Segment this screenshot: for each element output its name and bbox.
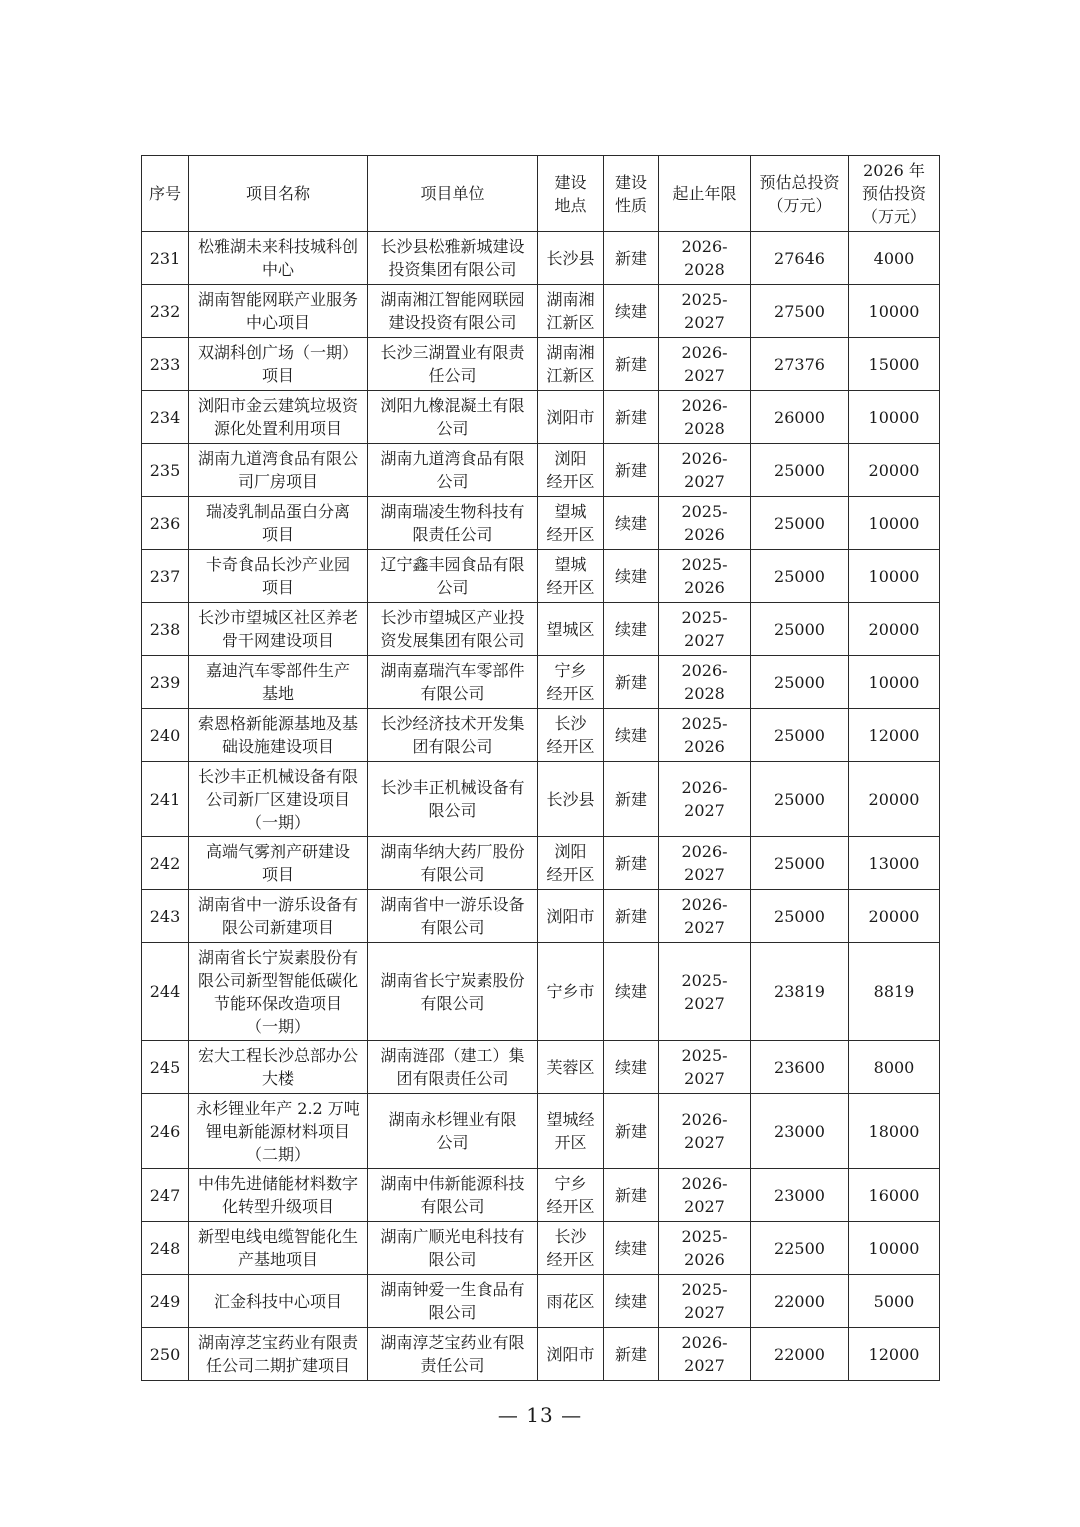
cell-project-name: 湖南淳芝宝药业有限责 任公司二期扩建项目 [189, 1328, 368, 1381]
cell-location: 浏阳 经开区 [538, 837, 604, 890]
cell-location: 宁乡市 [538, 943, 604, 1041]
cell-nature: 新建 [604, 762, 659, 837]
table-row [142, 603, 940, 656]
table-row [142, 709, 940, 762]
cell-project-name: 宏大工程长沙总部办公 大楼 [189, 1041, 368, 1094]
cell-period: 2026-2028 [659, 391, 751, 444]
cell-period: 2026-2027 [659, 1328, 751, 1381]
cell-total-investment: 25000 [751, 497, 849, 550]
cell-project-unit: 湖南湘江智能网联园 建设投资有限公司 [368, 285, 538, 338]
cell-location: 望城经 开区 [538, 1094, 604, 1169]
cell-project-unit: 长沙三湖置业有限责 任公司 [368, 338, 538, 391]
table-row [142, 444, 940, 497]
cell-period: 2025-2027 [659, 1275, 751, 1328]
cell-total-investment: 27500 [751, 285, 849, 338]
cell-project-name: 新型电线电缆智能化生 产基地项目 [189, 1222, 368, 1275]
cell-nature: 新建 [604, 232, 659, 285]
cell-nature: 新建 [604, 1328, 659, 1381]
table-row [142, 338, 940, 391]
cell-project-unit: 湖南瑞凌生物科技有 限责任公司 [368, 497, 538, 550]
cell-seq: 250 [142, 1328, 189, 1381]
cell-project-name: 长沙市望城区社区养老 骨干网建设项目 [189, 603, 368, 656]
cell-project-name: 永杉锂业年产 2.2 万吨 锂电新能源材料项目 （二期） [189, 1094, 368, 1169]
cell-project-name: 瑞凌乳制品蛋白分离 项目 [189, 497, 368, 550]
cell-total-investment: 25000 [751, 603, 849, 656]
cell-nature: 续建 [604, 285, 659, 338]
cell-project-unit: 长沙经济技术开发集 团有限公司 [368, 709, 538, 762]
cell-nature: 新建 [604, 890, 659, 943]
cell-2026-investment: 10000 [849, 497, 940, 550]
cell-2026-investment: 20000 [849, 890, 940, 943]
cell-nature: 新建 [604, 656, 659, 709]
cell-nature: 续建 [604, 603, 659, 656]
cell-location: 湖南湘 江新区 [538, 338, 604, 391]
header-seq: 序号 [142, 156, 189, 232]
cell-project-unit: 湖南永杉锂业有限 公司 [368, 1094, 538, 1169]
table-row [142, 762, 940, 837]
cell-seq: 243 [142, 890, 189, 943]
cell-total-investment: 23600 [751, 1041, 849, 1094]
header-project-unit: 项目单位 [368, 156, 538, 232]
cell-period: 2025-2027 [659, 285, 751, 338]
header-total-investment: 预估总投资 （万元） [751, 156, 849, 232]
cell-period: 2026-2027 [659, 444, 751, 497]
cell-location: 浏阳市 [538, 1328, 604, 1381]
table-row [142, 497, 940, 550]
cell-2026-investment: 8819 [849, 943, 940, 1041]
cell-project-name: 松雅湖未来科技城科创 中心 [189, 232, 368, 285]
cell-seq: 231 [142, 232, 189, 285]
cell-project-unit: 长沙县松雅新城建设 投资集团有限公司 [368, 232, 538, 285]
cell-period: 2025-2027 [659, 603, 751, 656]
cell-location: 芙蓉区 [538, 1041, 604, 1094]
header-row [142, 156, 940, 232]
cell-period: 2026-2027 [659, 1169, 751, 1222]
table-row [142, 1041, 940, 1094]
cell-2026-investment: 12000 [849, 709, 940, 762]
cell-nature: 续建 [604, 943, 659, 1041]
cell-seq: 241 [142, 762, 189, 837]
cell-project-name: 索恩格新能源基地及基 础设施建设项目 [189, 709, 368, 762]
cell-nature: 续建 [604, 709, 659, 762]
cell-seq: 242 [142, 837, 189, 890]
table-row [142, 1328, 940, 1381]
cell-seq: 249 [142, 1275, 189, 1328]
cell-total-investment: 25000 [751, 444, 849, 497]
table-row [142, 890, 940, 943]
cell-period: 2026-2027 [659, 1094, 751, 1169]
cell-2026-investment: 10000 [849, 391, 940, 444]
table-row [142, 1275, 940, 1328]
cell-location: 长沙 经开区 [538, 709, 604, 762]
cell-location: 望城区 [538, 603, 604, 656]
cell-project-name: 浏阳市金云建筑垃圾资 源化处置利用项目 [189, 391, 368, 444]
project-table [141, 155, 940, 1381]
cell-seq: 233 [142, 338, 189, 391]
cell-period: 2025-2026 [659, 497, 751, 550]
cell-period: 2026-2027 [659, 837, 751, 890]
cell-project-name: 湖南省中一游乐设备有 限公司新建项目 [189, 890, 368, 943]
cell-period: 2026-2027 [659, 762, 751, 837]
table-row [142, 1169, 940, 1222]
cell-project-unit: 长沙市望城区产业投 资发展集团有限公司 [368, 603, 538, 656]
table-row [142, 391, 940, 444]
header-location: 建设 地点 [538, 156, 604, 232]
cell-total-investment: 25000 [751, 890, 849, 943]
cell-location: 长沙 经开区 [538, 1222, 604, 1275]
cell-location: 湖南湘 江新区 [538, 285, 604, 338]
cell-nature: 新建 [604, 338, 659, 391]
table-row [142, 656, 940, 709]
cell-seq: 240 [142, 709, 189, 762]
cell-seq: 235 [142, 444, 189, 497]
cell-project-unit: 湖南涟邵（建工）集 团有限责任公司 [368, 1041, 538, 1094]
cell-location: 浏阳市 [538, 391, 604, 444]
cell-location: 宁乡 经开区 [538, 1169, 604, 1222]
cell-project-unit: 长沙丰正机械设备有 限公司 [368, 762, 538, 837]
cell-2026-investment: 13000 [849, 837, 940, 890]
cell-seq: 246 [142, 1094, 189, 1169]
cell-2026-investment: 10000 [849, 285, 940, 338]
cell-2026-investment: 20000 [849, 762, 940, 837]
cell-nature: 续建 [604, 1275, 659, 1328]
cell-nature: 新建 [604, 391, 659, 444]
cell-project-name: 湖南智能网联产业服务 中心项目 [189, 285, 368, 338]
cell-project-name: 高端气雾剂产研建设 项目 [189, 837, 368, 890]
table-row [142, 550, 940, 603]
cell-period: 2026-2027 [659, 890, 751, 943]
header-project-name: 项目名称 [189, 156, 368, 232]
cell-project-unit: 湖南广顺光电科技有 限公司 [368, 1222, 538, 1275]
cell-total-investment: 22000 [751, 1275, 849, 1328]
cell-seq: 244 [142, 943, 189, 1041]
cell-nature: 新建 [604, 444, 659, 497]
cell-total-investment: 27376 [751, 338, 849, 391]
table-row [142, 232, 940, 285]
table-row [142, 1094, 940, 1169]
cell-period: 2026-2028 [659, 656, 751, 709]
cell-location: 浏阳市 [538, 890, 604, 943]
cell-nature: 新建 [604, 1094, 659, 1169]
table-row [142, 285, 940, 338]
cell-project-name: 卡奇食品长沙产业园 项目 [189, 550, 368, 603]
cell-project-unit: 湖南嘉瑞汽车零部件 有限公司 [368, 656, 538, 709]
cell-project-unit: 浏阳九橡混凝土有限 公司 [368, 391, 538, 444]
cell-project-unit: 湖南省中一游乐设备 有限公司 [368, 890, 538, 943]
cell-total-investment: 25000 [751, 709, 849, 762]
cell-project-unit: 湖南九道湾食品有限 公司 [368, 444, 538, 497]
cell-location: 宁乡 经开区 [538, 656, 604, 709]
header-period: 起止年限 [659, 156, 751, 232]
table-row [142, 1222, 940, 1275]
table-row [142, 837, 940, 890]
cell-project-unit: 湖南钟爱一生食品有 限公司 [368, 1275, 538, 1328]
cell-2026-investment: 4000 [849, 232, 940, 285]
cell-total-investment: 25000 [751, 837, 849, 890]
cell-project-name: 中伟先进储能材料数字 化转型升级项目 [189, 1169, 368, 1222]
cell-total-investment: 22000 [751, 1328, 849, 1381]
cell-2026-investment: 8000 [849, 1041, 940, 1094]
cell-total-investment: 25000 [751, 550, 849, 603]
cell-project-unit: 湖南省长宁炭素股份 有限公司 [368, 943, 538, 1041]
cell-project-unit: 湖南淳芝宝药业有限 责任公司 [368, 1328, 538, 1381]
cell-total-investment: 25000 [751, 656, 849, 709]
cell-project-name: 汇金科技中心项目 [189, 1275, 368, 1328]
cell-project-name: 嘉迪汽车零部件生产 基地 [189, 656, 368, 709]
cell-project-unit: 湖南华纳大药厂股份 有限公司 [368, 837, 538, 890]
cell-nature: 续建 [604, 497, 659, 550]
cell-total-investment: 27646 [751, 232, 849, 285]
cell-location: 长沙县 [538, 232, 604, 285]
cell-seq: 248 [142, 1222, 189, 1275]
cell-seq: 245 [142, 1041, 189, 1094]
cell-total-investment: 25000 [751, 762, 849, 837]
cell-period: 2025-2027 [659, 1041, 751, 1094]
cell-2026-investment: 10000 [849, 550, 940, 603]
cell-seq: 237 [142, 550, 189, 603]
cell-period: 2025-2026 [659, 709, 751, 762]
cell-2026-investment: 16000 [849, 1169, 940, 1222]
cell-period: 2025-2026 [659, 550, 751, 603]
cell-2026-investment: 10000 [849, 1222, 940, 1275]
cell-nature: 续建 [604, 1222, 659, 1275]
cell-period: 2025-2026 [659, 1222, 751, 1275]
cell-total-investment: 23000 [751, 1094, 849, 1169]
cell-seq: 234 [142, 391, 189, 444]
cell-project-unit: 湖南中伟新能源科技 有限公司 [368, 1169, 538, 1222]
cell-2026-investment: 18000 [849, 1094, 940, 1169]
cell-location: 望城 经开区 [538, 550, 604, 603]
header-nature: 建设 性质 [604, 156, 659, 232]
cell-project-unit: 辽宁鑫丰园食品有限 公司 [368, 550, 538, 603]
cell-nature: 续建 [604, 550, 659, 603]
table-row [142, 943, 940, 1041]
cell-total-investment: 23819 [751, 943, 849, 1041]
cell-seq: 238 [142, 603, 189, 656]
cell-total-investment: 23000 [751, 1169, 849, 1222]
cell-nature: 新建 [604, 837, 659, 890]
cell-location: 长沙县 [538, 762, 604, 837]
cell-total-investment: 22500 [751, 1222, 849, 1275]
cell-seq: 232 [142, 285, 189, 338]
cell-period: 2025-2027 [659, 943, 751, 1041]
cell-2026-investment: 5000 [849, 1275, 940, 1328]
cell-nature: 新建 [604, 1169, 659, 1222]
page-number: — 13 — [497, 1403, 583, 1427]
cell-project-name: 湖南省长宁炭素股份有 限公司新型智能低碳化 节能环保改造项目 （一期） [189, 943, 368, 1041]
cell-project-name: 双湖科创广场（一期） 项目 [189, 338, 368, 391]
cell-seq: 236 [142, 497, 189, 550]
cell-nature: 续建 [604, 1041, 659, 1094]
header-2026-investment: 2026 年 预估投资 （万元） [849, 156, 940, 232]
cell-project-name: 长沙丰正机械设备有限 公司新厂区建设项目 （一期） [189, 762, 368, 837]
cell-2026-investment: 12000 [849, 1328, 940, 1381]
cell-2026-investment: 10000 [849, 656, 940, 709]
cell-period: 2026-2028 [659, 232, 751, 285]
cell-total-investment: 26000 [751, 391, 849, 444]
cell-2026-investment: 20000 [849, 444, 940, 497]
cell-seq: 247 [142, 1169, 189, 1222]
cell-2026-investment: 15000 [849, 338, 940, 391]
cell-location: 望城 经开区 [538, 497, 604, 550]
cell-period: 2026-2027 [659, 338, 751, 391]
cell-project-name: 湖南九道湾食品有限公 司厂房项目 [189, 444, 368, 497]
cell-location: 雨花区 [538, 1275, 604, 1328]
cell-seq: 239 [142, 656, 189, 709]
cell-location: 浏阳 经开区 [538, 444, 604, 497]
cell-2026-investment: 20000 [849, 603, 940, 656]
